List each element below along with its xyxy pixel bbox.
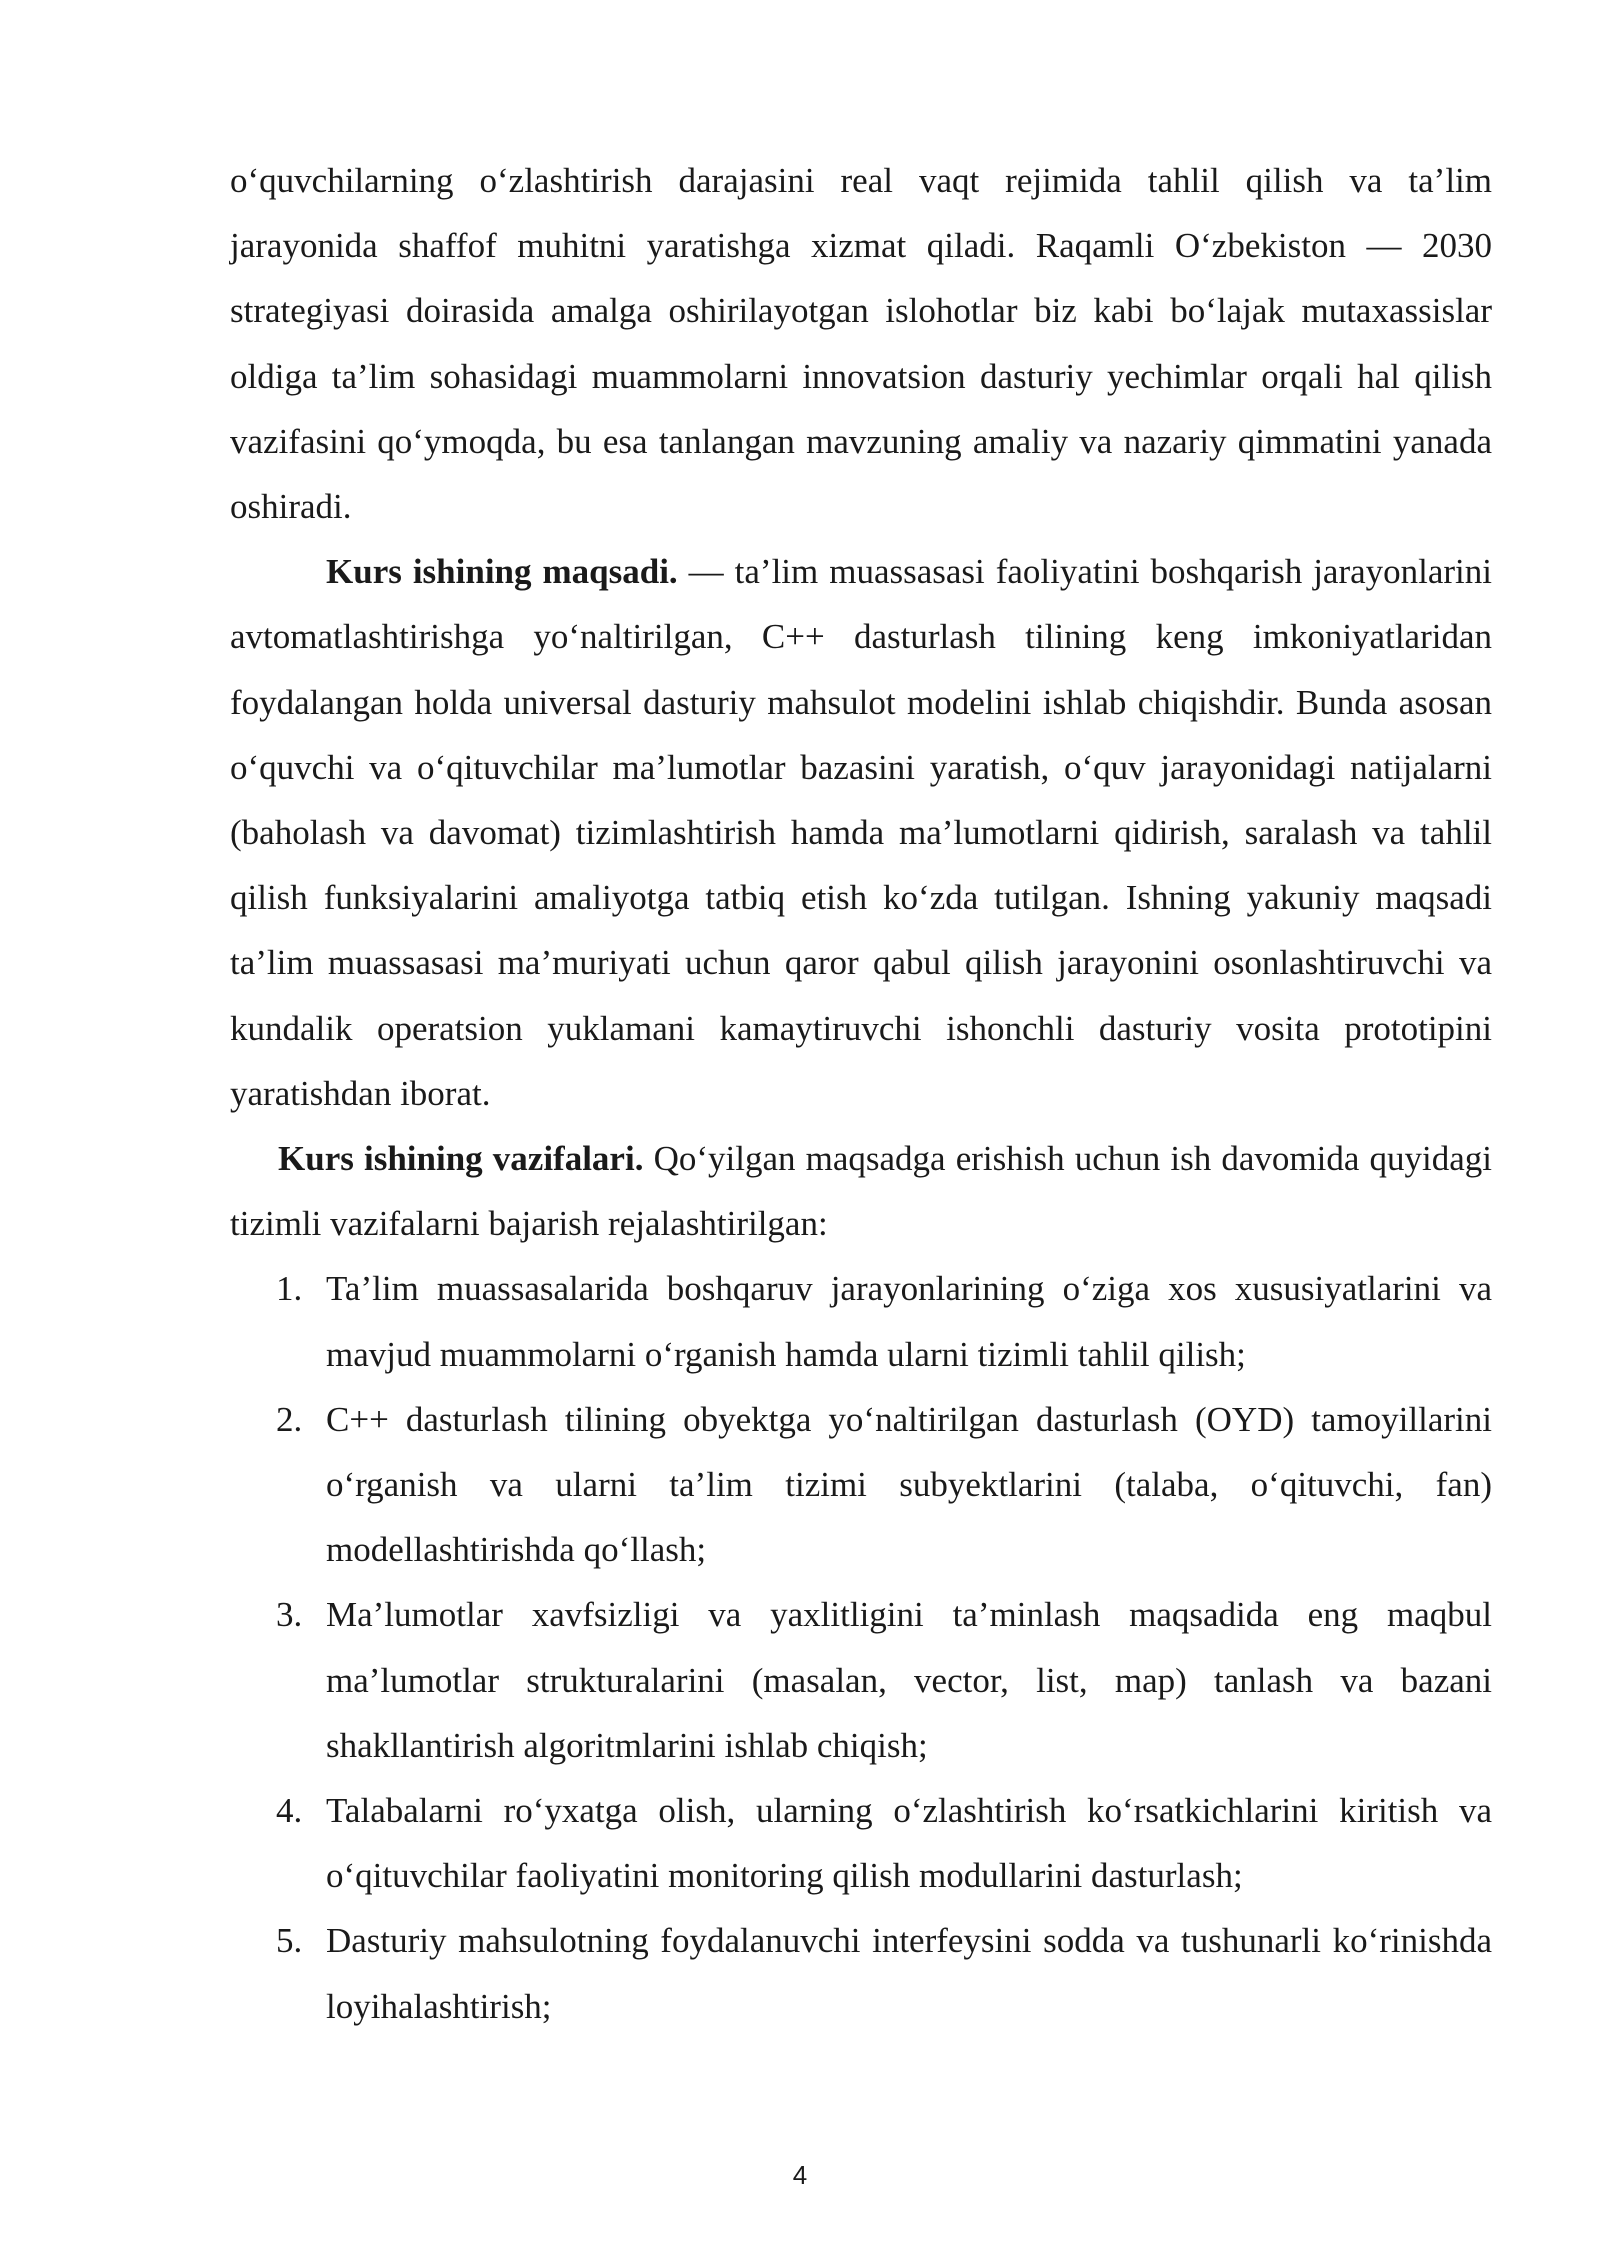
list-item-number: 3.	[276, 1595, 303, 1635]
list-item	[230, 1778, 1492, 1908]
list-item-text: Talabalarni ro‘yxatga olish, ularning o‘zlashtirish ko‘rsatkichlarini kiritish va o‘qituvchilar faoliyatini monitoring qilish modullarini dasturlash;	[326, 1791, 1492, 1896]
goal-heading: Kurs ishining maqsadi.	[326, 552, 678, 592]
page-number: 4	[792, 2160, 808, 2190]
tasks-list	[230, 1256, 1492, 2038]
list-item-text: Ta’lim muassasalarida boshqaruv jarayonlarining o‘ziga xos xususiyatlarini va mavjud muammolarni o‘rganish hamda ularni tizimli tahlil qilish;	[326, 1269, 1492, 1374]
tasks-paragraph	[230, 1126, 1492, 1256]
list-item	[230, 1256, 1492, 1386]
intro-paragraph: o‘quvchilarning o‘zlashtirish darajasini real vaqt rejimida tahlil qilish va ta’lim jarayonida shaffof muhitni yaratishga xizmat qiladi. Raqamli O‘zbekiston — 2030 strategiyasi doirasida amalga oshirilayotgan islohotlar biz kabi bo‘lajak mutaxassislar oldiga ta’lim sohasidagi muammolarni innovatsion dasturiy yechimlar orqali hal qilish vazifasini qo‘ymoqda, bu esa tanlangan mavzuning amaliy va nazariy qimmatini yanada oshiradi.	[230, 161, 1492, 527]
list-item-text: Ma’lumotlar xavfsizligi va yaxlitligini ta’minlash maqsadida eng maqbul ma’lumotlar strukturalarini (masalan, vector, list, map) tanlash va bazani shakllantirish algoritmlarini ishlab chiqish;	[326, 1595, 1492, 1765]
tasks-intro-text: Qo‘yilgan maqsadga erishish uchun ish davomida quyidagi tizimli vazifalarni bajarish rejalashtirilgan:	[230, 1139, 1492, 1244]
document-page	[230, 148, 1492, 2039]
list-item-number: 4.	[276, 1791, 303, 1831]
tasks-heading: Kurs ishining vazifalari.	[278, 1139, 644, 1179]
list-item-text: C++ dasturlash tilining obyektga yo‘naltirilgan dasturlash (OYD) tamoyillarini o‘rganish va ularni ta’lim tizimi subyektlarini (talaba, o‘qituvchi, fan) modellashtirishda qo‘llash;	[326, 1399, 1492, 1570]
goal-text: — ta’lim muassasasi faoliyatini boshqarish jarayonlarini avtomatlashtirishga yo‘naltirilgan, C++ dasturlash tilining keng imkoniyatlaridan foydalangan holda universal dasturiy mahsulot modelini ishlab chiqishdir. Bunda asosan o‘quvchi va o‘qituvchilar ma’lumotlar bazasini yaratish, o‘quv jarayonidagi natijalarni (baholash va davomat) tizimlashtirish hamda ma’lumotlarni qidirish, saralash va tahlil qilish funksiyalarini amaliyotga tatbiq etish ko‘zda tutilgan. Ishning yakuniy maqsadi ta’lim muassasasi ma’muriyati uchun qaror qabul qilish jarayonini osonlashtiruvchi va kundalik operatsion yuklamani kamaytiruvchi ishonchli dasturiy vosita prototipini yaratishdan iborat.	[230, 552, 1493, 1113]
list-item	[230, 1908, 1492, 2038]
list-item-number: 5.	[276, 1921, 303, 1961]
list-item-text: Dasturiy mahsulotning foydalanuvchi interfeysini sodda va tushunarli ko‘rinishda loyihalashtirish;	[326, 1921, 1492, 2026]
goal-paragraph	[230, 539, 1492, 1126]
list-item	[230, 1582, 1492, 1778]
list-item-number: 1.	[276, 1269, 303, 1309]
list-item-number: 2.	[276, 1399, 303, 1439]
list-item	[230, 1387, 1492, 1583]
